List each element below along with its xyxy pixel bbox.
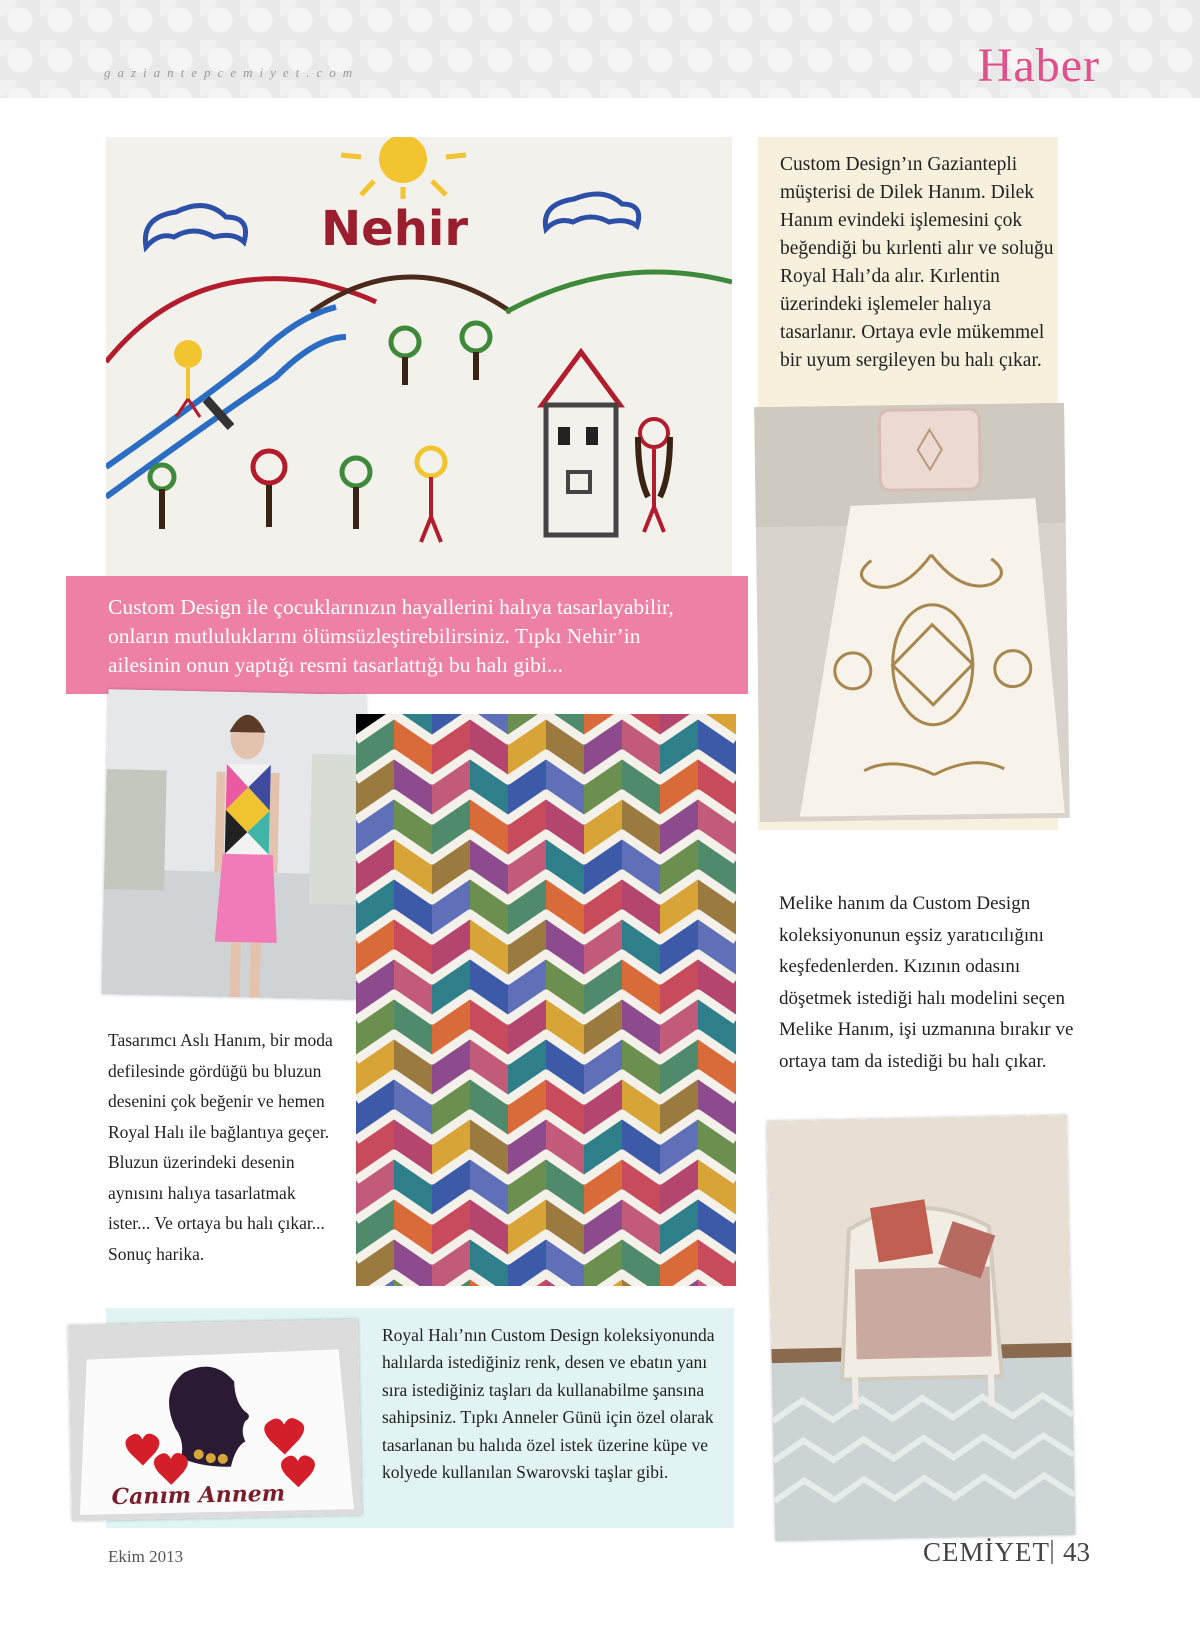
runway-model-photo bbox=[102, 689, 367, 1000]
left-caption: Tasarımcı Aslı Hanım, bir moda defilesinde gördüğü bu bluzun desenini çok beğenir ve hemen Royal Halı ile bağlantıya geçer. Bluzun üzerindeki desenin aynısını halıya tasarlatmak ister... Ve ortaya bu halı çıkar... Sonuç harika. bbox=[108, 1030, 333, 1264]
armchair-rug-photo bbox=[767, 1115, 1076, 1541]
nehir-rug-text: Nehir bbox=[321, 201, 469, 257]
annem-rug-photo bbox=[68, 1319, 362, 1521]
section-title: Haber bbox=[977, 39, 1100, 92]
mint-caption-text: Royal Halı’nın Custom Design koleksiyonunda halılarda istediğiniz renk, desen ve ebatın yanı sıra istediğiniz taşları da kullanabilme şansına sahipsiniz. Tıpkı Anneler Günü için özel olarak tasarlanan bu halıda özel istek üzerine küpe ve kolyede kullanılan Swarovski taşlar gibi. bbox=[382, 1325, 715, 1483]
nehir-rug-photo bbox=[106, 137, 732, 579]
right-caption: Melike hanım da Custom Design koleksiyonunun eşsiz yaratıcılığını keşfedenlerden. Kızının odasını döşetmek istediği halı modelini seçen Melike Hanım, işi uzmanına bırakır ve ortaya tam da istediği bu halı çıkar. bbox=[779, 893, 1074, 1072]
annem-rug-text: Canım Annem bbox=[111, 1480, 286, 1511]
magazine-name: CEMİYET bbox=[923, 1537, 1050, 1567]
footer-separator bbox=[1051, 1540, 1053, 1564]
chevron-rug-photo bbox=[356, 714, 736, 1286]
cream-caption-text: Custom Design’ın Gaziantepli müşterisi de Dilek Hanım. Dilek Hanım evindeki işlemesini çok beğendiği bu kırlenti alır ve soluğu Royal Halı’da alır. Kırlentin üzerindeki işlemeler halıya tasarlanır. Ortaya evle mükemmel bir uyum sergileyen bu halı çıkar. bbox=[780, 154, 1054, 371]
page-number: 43 bbox=[1063, 1537, 1090, 1567]
site-url: gaziantepcemiyet.com bbox=[104, 65, 360, 80]
pink-caption: Custom Design ile çocuklarınızın hayallerini halıya tasarlayabilir, onların mutluluklarını ölümsüzleştirebilirsiniz. Tıpkı Nehir’in ailesinin onun yaptığı resmi tasarlattığı bu halı gibi... bbox=[66, 576, 748, 694]
issue-date: Ekim 2013 bbox=[108, 1547, 184, 1566]
dilek-rug-photo bbox=[754, 403, 1070, 822]
